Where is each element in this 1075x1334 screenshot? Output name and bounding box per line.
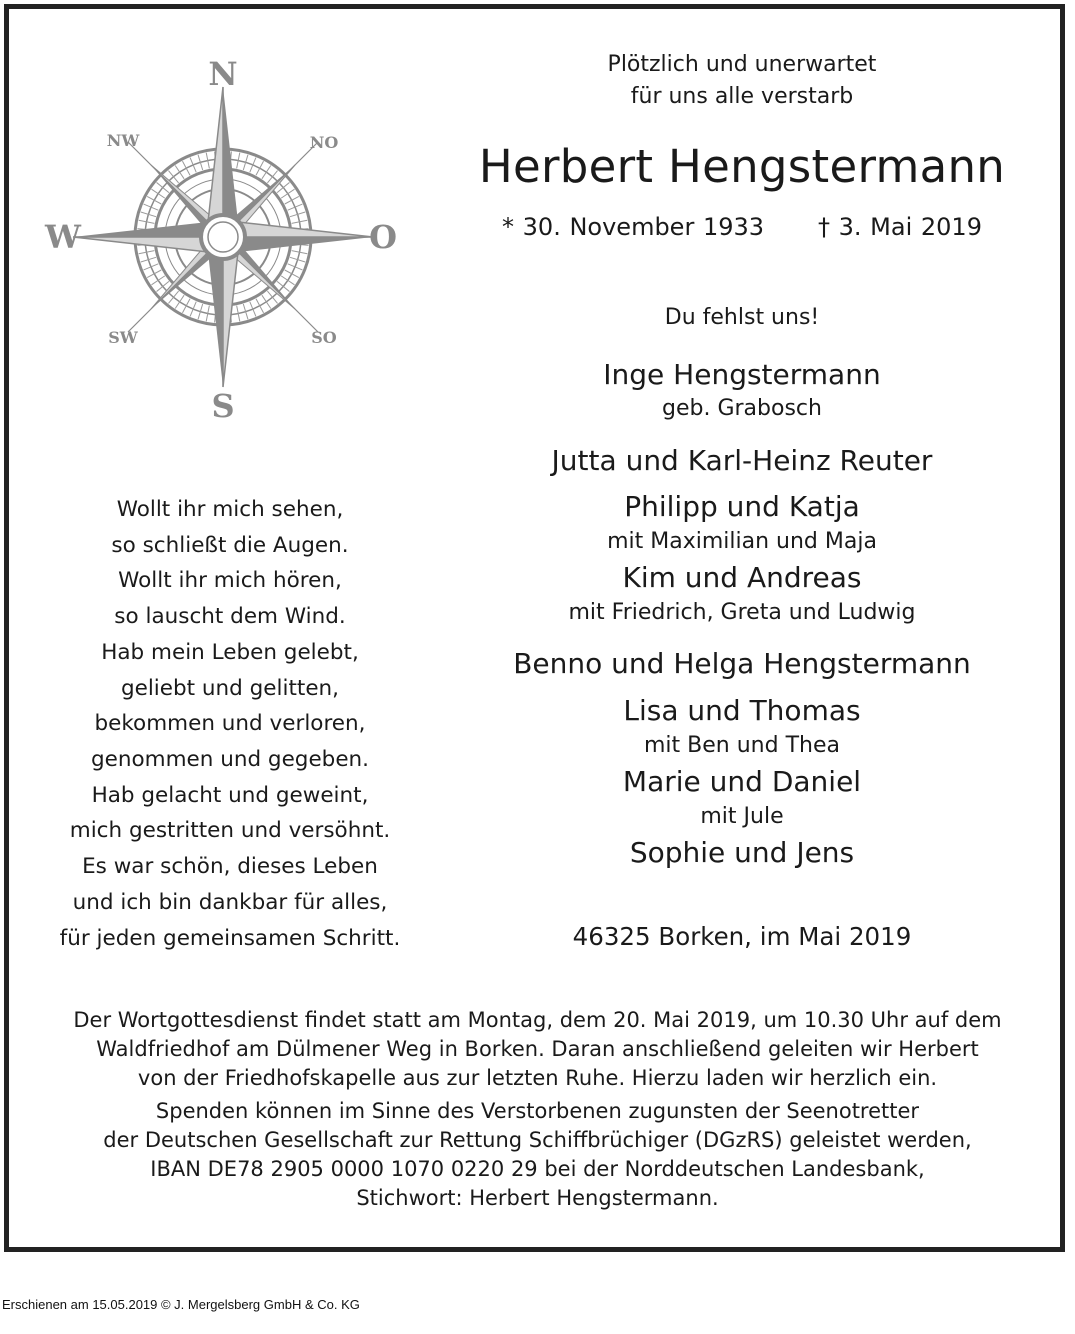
compass-label-north: N <box>208 55 238 93</box>
mourner-family-1: Jutta und Karl-Heinz Reuter <box>551 444 933 477</box>
poem-line: Hab gelacht und geweint, <box>91 783 369 808</box>
compass-rose-icon <box>38 52 408 422</box>
compass-tick <box>281 276 294 285</box>
mourner-family-2: Benno und Helga Hengstermann <box>513 647 971 680</box>
compass-tick <box>190 302 196 317</box>
service-notice-line: Der Wortgottesdienst findet statt am Montag, dem 20. Mai 2019, um 10.30 Uhr auf dem <box>73 1008 1002 1032</box>
compass-tick <box>190 158 196 173</box>
poem-line: so schließt die Augen. <box>111 533 349 558</box>
compass-tick <box>256 299 264 313</box>
compass-tick <box>182 299 190 313</box>
deceased-name: Herbert Hengstermann <box>478 140 1006 193</box>
donation-notice-line: der Deutschen Gesellschaft zur Rettung Schiffbrüchiger (DGzRS) geleistet werden, <box>103 1128 972 1152</box>
poem-line: und ich bin dankbar für alles, <box>72 890 388 915</box>
compass-label-southwest: SW <box>108 328 138 347</box>
compass-tick <box>277 281 289 291</box>
compass-tick <box>144 204 159 210</box>
mourner-family-1-child-2-note: mit Friedrich, Greta und Ludwig <box>568 600 916 625</box>
compass-tick <box>288 264 303 270</box>
headline-line-1: Plötzlich und unerwartet <box>607 52 877 77</box>
compass-tick <box>151 276 164 285</box>
compass-tick <box>147 270 161 278</box>
donation-notice-line: Stichwort: Herbert Hengstermann. <box>356 1186 719 1210</box>
mourner-family-2-child-2: Marie und Daniel <box>622 765 862 798</box>
service-notice-line: Waldfriedhof am Dülmener Weg in Borken. Daran anschließend geleiten wir Herbert <box>96 1037 979 1061</box>
donation-notice <box>10 1097 1065 1213</box>
compass-tick <box>256 161 264 175</box>
motto: Du fehlst uns! <box>664 305 820 330</box>
compass-tick <box>175 295 184 308</box>
poem-line: so lauscht dem Wind. <box>114 604 346 629</box>
compass-tick <box>285 196 299 204</box>
compass-tick <box>144 264 159 270</box>
place-date: 46325 Borken, im Mai 2019 <box>572 922 912 951</box>
poem-line: bekommen und verloren, <box>94 711 366 736</box>
poem-line: Wollt ihr mich hören, <box>118 568 342 593</box>
birth-date: * 30. November 1933 <box>502 213 765 241</box>
mourner-spouse: Inge Hengstermann <box>603 358 881 391</box>
poem-line: mich gestritten und versöhnt. <box>69 818 391 843</box>
compass-tick <box>157 182 169 192</box>
mourner-family-2-child-1: Lisa und Thomas <box>623 694 861 727</box>
compass-tick <box>262 295 271 308</box>
headline-line-2: für uns alle verstarb <box>630 84 854 109</box>
mourner-family-2-child-2-note: mit Jule <box>700 804 784 829</box>
compass-tick <box>285 270 299 278</box>
compass-tick <box>262 165 271 178</box>
poem-line: Hab mein Leben gelebt, <box>101 640 359 665</box>
mourner-family-1-child-2: Kim und Andreas <box>622 561 862 594</box>
death-date: † 3. Mai 2019 <box>818 213 982 241</box>
mourner-family-2-child-3: Sophie und Jens <box>629 836 855 869</box>
service-notice-line: von der Friedhofskapelle aus zur letzten Ruhe. Hierzu laden wir herzlich ein. <box>137 1066 938 1090</box>
compass-label-east: O <box>369 218 397 256</box>
service-notice <box>10 1006 1065 1093</box>
life-dates <box>440 213 1044 241</box>
compass-label-southeast: SO <box>311 328 337 347</box>
poem-line: genommen und gegeben. <box>90 747 370 772</box>
mourner-family-1-child-1: Philipp und Katja <box>624 490 860 523</box>
compass-label-northeast: NO <box>309 133 339 152</box>
compass-label-west: W <box>45 218 81 256</box>
compass-tick <box>182 161 190 175</box>
donation-notice-line: IBAN DE78 2905 0000 1070 0220 29 bei der Norddeutschen Landesbank, <box>150 1157 925 1181</box>
poem-line: für jeden gemeinsamen Schritt. <box>59 926 401 951</box>
compass-tick <box>288 204 303 210</box>
compass-tick <box>147 196 161 204</box>
poem-line: Wollt ihr mich sehen, <box>116 497 344 522</box>
compass-tick <box>281 189 294 198</box>
publication-footer: Erschienen am 15.05.2019 © J. Mergelsberg GmbH & Co. KG <box>2 1297 360 1312</box>
compass-tick <box>250 302 256 317</box>
compass-label-south: S <box>211 387 235 422</box>
compass-tick <box>267 171 277 183</box>
donation-notice-line: Spenden können im Sinne des Verstorbenen zugunsten der Seenotretter <box>155 1099 920 1123</box>
poem-line: Es war schön, dieses Leben <box>82 854 378 879</box>
poem-line: geliebt und gelitten, <box>120 676 340 701</box>
compass-label-northwest: NW <box>106 131 140 150</box>
mourner-family-1-child-1-note: mit Maximilian und Maja <box>607 529 877 554</box>
mourner-family-2-child-1-note: mit Ben und Thea <box>644 733 840 758</box>
mourner-spouse-note: geb. Grabosch <box>662 396 822 421</box>
compass-tick <box>168 291 178 303</box>
compass-tick <box>151 189 164 198</box>
compass-tick <box>250 158 256 173</box>
compass-tick <box>175 165 184 178</box>
